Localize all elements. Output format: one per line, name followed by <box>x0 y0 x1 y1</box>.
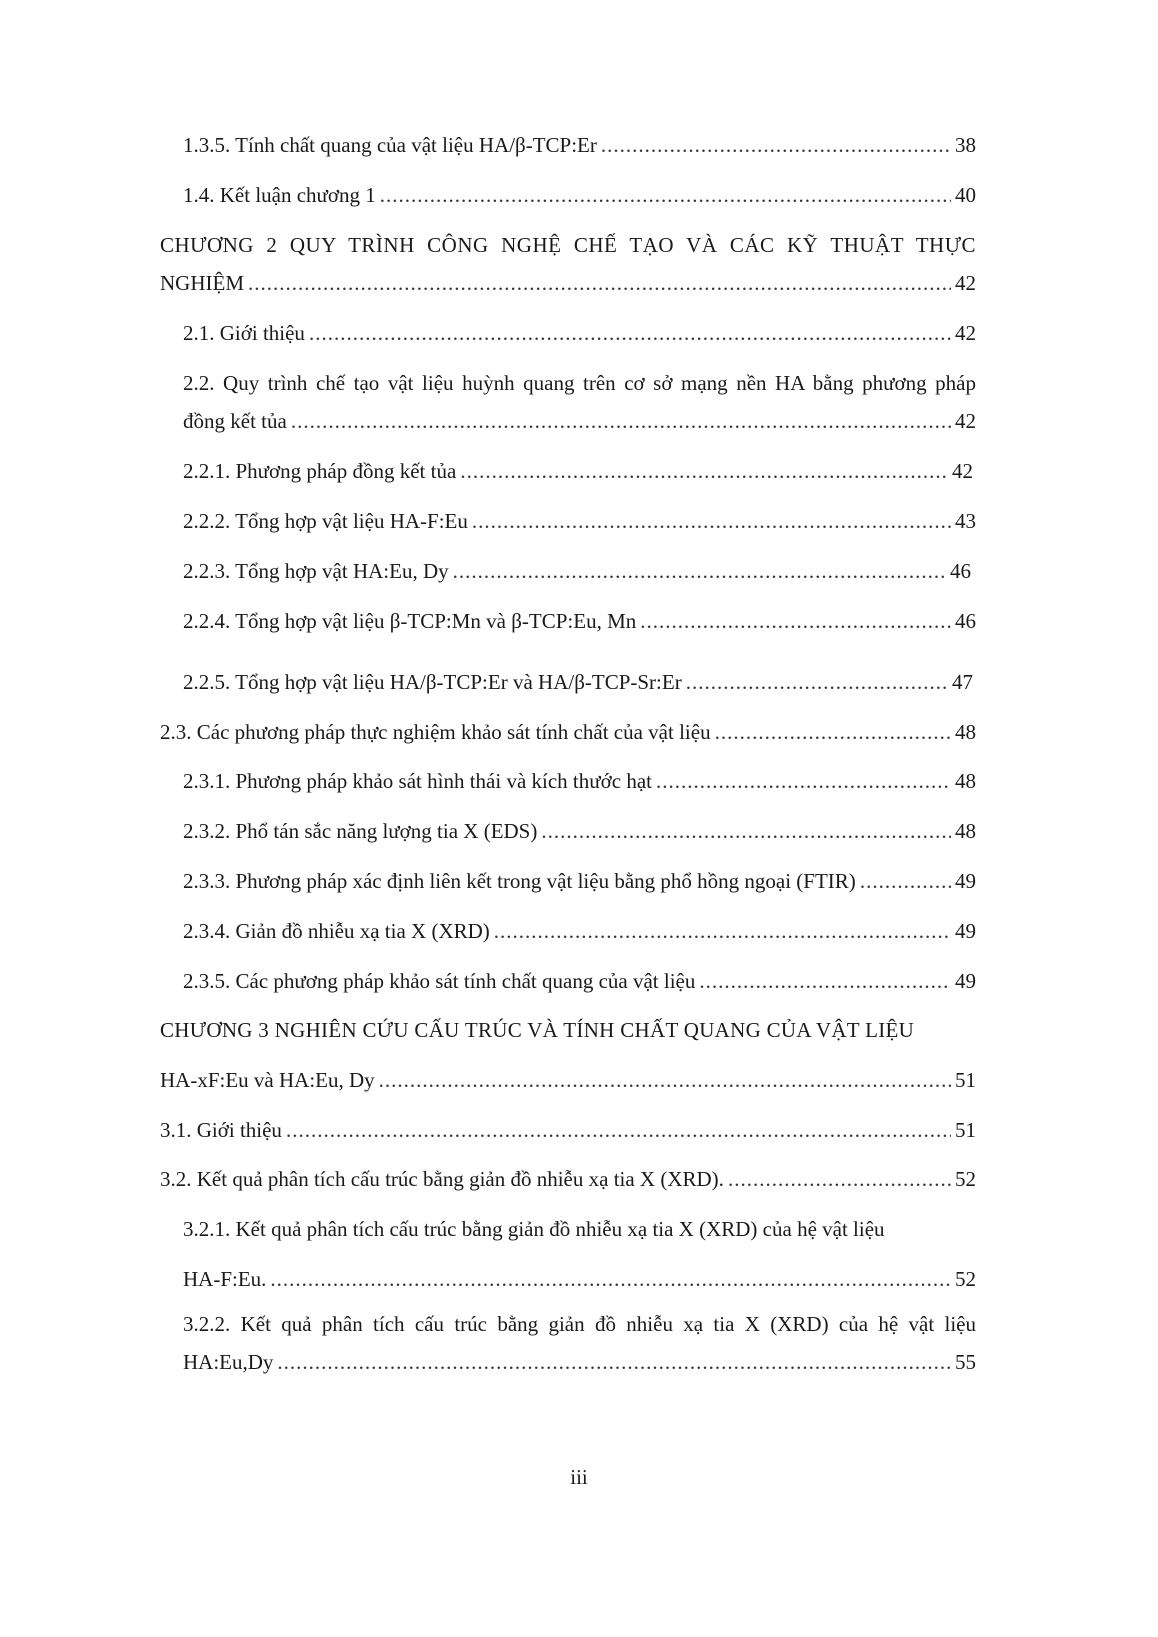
dot-leader <box>460 458 948 484</box>
dot-leader <box>309 320 951 346</box>
toc-entry-3-2-2-line2 <box>183 1349 976 1375</box>
toc-entry-2-2-line2 <box>183 408 976 434</box>
toc-page-number: 42 <box>955 271 976 295</box>
toc-entry-text: 3.2. Kết quả phân tích cấu trúc bằng giản đồ nhiễu xạ tia X (XRD). <box>160 1167 724 1191</box>
dot-leader <box>715 719 951 745</box>
toc-page-number: 46 <box>950 559 971 583</box>
toc-page-number: 48 <box>955 769 976 793</box>
toc-page-number: 51 <box>955 1068 976 1092</box>
dot-leader <box>541 818 951 844</box>
toc-entry-text: 2.2.2. Tổng hợp vật liệu HA-F:Eu <box>183 509 468 533</box>
toc-entry-text: 2.2.3. Tổng hợp vật HA:Eu, Dy <box>183 559 449 583</box>
dot-leader <box>380 182 951 208</box>
toc-entry-text: 1.4. Kết luận chương 1 <box>183 183 376 207</box>
toc-page-number: 46 <box>955 609 976 633</box>
page-number-footer: iii <box>570 1465 588 1489</box>
toc-entry-text: 2.1. Giới thiệu <box>183 321 305 345</box>
toc-entry-3-2 <box>160 1166 976 1192</box>
toc-page-number: 51 <box>955 1118 976 1142</box>
toc-page-number: 40 <box>955 183 976 207</box>
dot-leader <box>277 1349 951 1375</box>
toc-chapter-2-line2 <box>160 270 976 296</box>
toc-page-number: 42 <box>955 321 976 345</box>
toc-entry-1-4 <box>183 182 976 208</box>
toc-page-number: 48 <box>955 819 976 843</box>
toc-page-number: 42 <box>952 459 973 483</box>
toc-entry-text: 2.2.4. Tổng hợp vật liệu β-TCP:Mn và β-TCP:Eu, Mn <box>183 609 637 633</box>
toc-entry-text: 3.1. Giới thiệu <box>160 1118 282 1142</box>
dot-leader <box>453 558 946 584</box>
toc-entry-3-2-1-line1: 3.2.1. Kết quả phân tích cấu trúc bằng giản đồ nhiễu xạ tia X (XRD) của hệ vật liệu <box>183 1217 885 1241</box>
toc-entry-2-3-5 <box>183 968 976 994</box>
toc-page-number: 42 <box>955 409 976 433</box>
toc-entry-text: đồng kết tủa <box>183 409 287 433</box>
toc-entry-text: 2.3.4. Giản đồ nhiễu xạ tia X (XRD) <box>183 919 490 943</box>
toc-page-number: 49 <box>955 919 976 943</box>
toc-page-number: 47 <box>952 670 973 694</box>
toc-entry-2-2-3 <box>183 558 971 584</box>
dot-leader <box>728 1166 951 1192</box>
toc-entry-2-3 <box>160 719 976 745</box>
dot-leader <box>286 1117 951 1143</box>
toc-entry-text: 2.2.5. Tổng hợp vật liệu HA/β-TCP:Er và HA/β-TCP-Sr:Er <box>183 670 682 694</box>
toc-entry-text: 2.3.1. Phương pháp khảo sát hình thái và kích thước hạt <box>183 769 652 793</box>
dot-leader <box>494 918 951 944</box>
toc-entry-2-2-4 <box>183 608 976 634</box>
toc-entry-text: HA-F:Eu. <box>183 1267 267 1291</box>
dot-leader <box>270 1266 951 1292</box>
toc-entry-2-2-2 <box>183 508 976 534</box>
toc-entry-text: 2.3.3. Phương pháp xác định liên kết trong vật liệu bằng phổ hồng ngoại (FTIR) <box>183 869 856 893</box>
toc-page-number: 38 <box>955 133 976 157</box>
toc-entry-text: HA:Eu,Dy <box>183 1350 274 1374</box>
toc-entry-2-3-4 <box>183 918 976 944</box>
toc-page-number: 52 <box>955 1267 976 1291</box>
dot-leader <box>699 968 951 994</box>
dot-leader <box>860 868 951 894</box>
dot-leader <box>601 132 951 158</box>
toc-page-number: 52 <box>955 1167 976 1191</box>
toc-entry-1-3-5 <box>183 132 976 158</box>
toc-page-number: 49 <box>955 869 976 893</box>
dot-leader <box>379 1067 951 1093</box>
toc-entry-2-1 <box>183 320 976 346</box>
toc-entry-text: 2.3. Các phương pháp thực nghiệm khảo sát tính chất của vật liệu <box>160 720 711 744</box>
toc-entry-2-3-2 <box>183 818 976 844</box>
dot-leader <box>640 608 951 634</box>
toc-page-number: 48 <box>955 720 976 744</box>
toc-entry-2-2-1 <box>183 458 973 484</box>
toc-page-number: 55 <box>955 1350 976 1374</box>
toc-entry-text: 2.2.1. Phương pháp đồng kết tủa <box>183 459 457 483</box>
toc-entry-text: 2.3.2. Phổ tán sắc năng lượng tia X (EDS) <box>183 819 538 843</box>
toc-entry-2-3-3 <box>183 868 976 894</box>
dot-leader <box>291 408 951 434</box>
toc-entry-2-2-line1: 2.2. Quy trình chế tạo vật liệu huỳnh quang trên cơ sở mạng nền HA bằng phương pháp <box>183 371 976 395</box>
toc-entry-3-1 <box>160 1117 976 1143</box>
toc-entry-2-3-1 <box>183 768 976 794</box>
toc-page-number: 43 <box>955 509 976 533</box>
toc-entry-3-2-2-line1: 3.2.2. Kết quả phân tích cấu trúc bằng giản đồ nhiễu xạ tia X (XRD) của hệ vật liệu <box>183 1312 976 1336</box>
dot-leader <box>248 270 951 296</box>
toc-chapter-2-line1: CHƯƠNG 2 QUY TRÌNH CÔNG NGHỆ CHẾ TẠO VÀ CÁC KỸ THUẬT THỰC <box>160 233 976 257</box>
toc-entry-text: NGHIỆM <box>160 271 244 295</box>
toc-chapter-3-line2 <box>160 1067 976 1093</box>
toc-entry-text: HA-xF:Eu và HA:Eu, Dy <box>160 1068 375 1092</box>
dot-leader <box>686 669 948 695</box>
toc-page-number: 49 <box>955 969 976 993</box>
dot-leader <box>472 508 951 534</box>
dot-leader <box>656 768 951 794</box>
toc-entry-text: 1.3.5. Tính chất quang của vật liệu HA/β-TCP:Er <box>183 133 597 157</box>
toc-entry-2-2-5 <box>183 669 973 695</box>
toc-entry-text: 2.3.5. Các phương pháp khảo sát tính chất quang của vật liệu <box>183 969 696 993</box>
toc-chapter-3-line1: CHƯƠNG 3 NGHIÊN CỨU CẤU TRÚC VÀ TÍNH CHẤT QUANG CỦA VẬT LIỆU <box>160 1018 915 1042</box>
toc-entry-3-2-1-line2 <box>183 1266 976 1292</box>
